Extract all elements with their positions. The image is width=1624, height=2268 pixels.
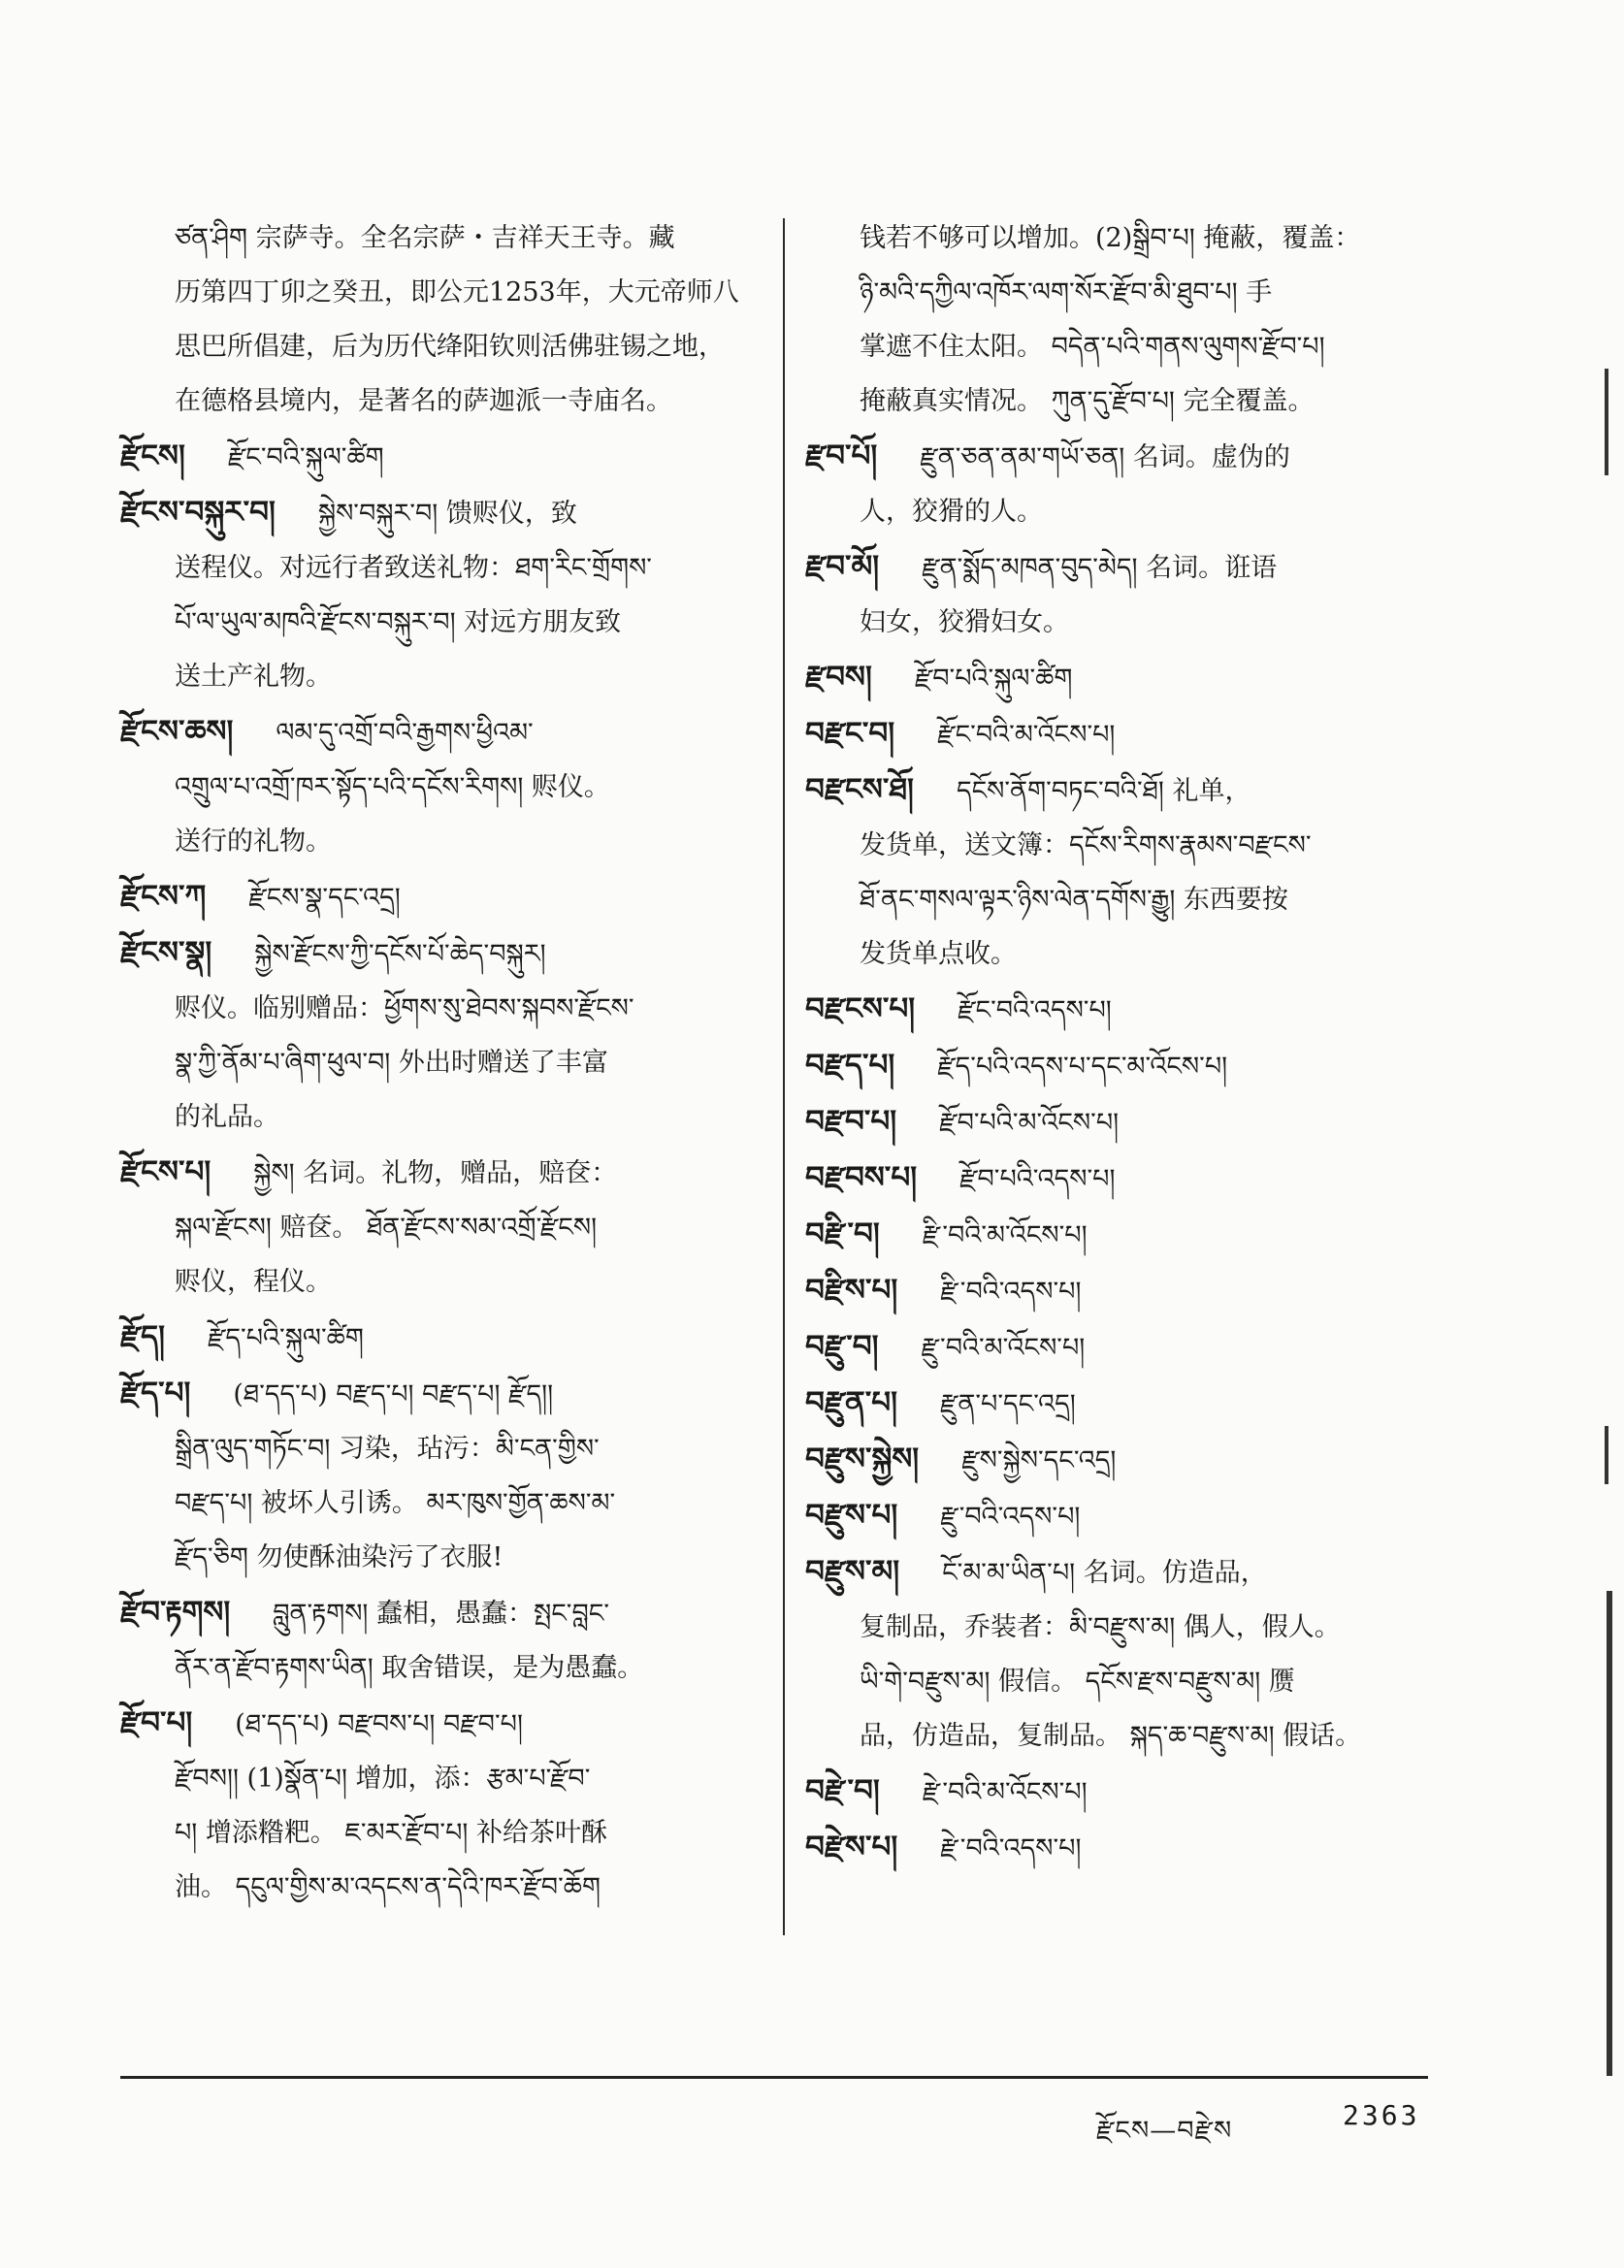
- entry-definition: རྫུ་བའི་འདས་པ།: [940, 1502, 1081, 1532]
- entry-definition: རྫུས་སྐྱེས་དང་འདྲ།: [961, 1445, 1117, 1475]
- dictionary-entry: [120, 1145, 761, 1201]
- entry-headword: རྫོངས་བསྐུར་བ།: [120, 495, 276, 530]
- entry-definition: རྫོབ་པའི་འདས་པ།: [959, 1164, 1116, 1194]
- dictionary-entry: [120, 1310, 761, 1366]
- entry-headword: རྫོངས་ཀ: [120, 879, 207, 914]
- entry-headword: བརྫུན་པ།: [805, 1385, 897, 1420]
- entry-continuation-line: 发货单，送文簿：དངོས་རིགས་རྣམས་བརྫངས་: [860, 830, 1312, 860]
- entry-continuation-line: སྣ་ཀྱི་ནོམ་པ་ཞིག་ཕུལ་བ། 外出时赠送了丰富: [175, 1048, 608, 1078]
- entry-headword: བརྫུས་པ།: [805, 1498, 898, 1533]
- entry-continuation-line: 送程仪。对远行者致送礼物：ཐག་རིང་གྲོགས་: [175, 553, 652, 583]
- dictionary-entry: [120, 1366, 761, 1422]
- entry-headword: བརྫུས་སྐྱེས།: [805, 1442, 920, 1476]
- entry-definition: སྐྱེས། 名词。礼物，赠品，赔奁：: [253, 1158, 618, 1188]
- dictionary-entry: [805, 539, 1445, 596]
- entry-definition: རྫེ་བའི་འདས་པ།: [940, 1833, 1082, 1863]
- dictionary-entry: [805, 1432, 1445, 1488]
- entry-definition: ངོ་མ་མ་ཡིན་པ། 名词。仿造品，: [942, 1558, 1267, 1588]
- entry-definition: རྫོད་པའི་སྐུལ་ཚིག: [207, 1323, 364, 1353]
- dictionary-entry: [805, 1544, 1445, 1601]
- entry-definition: རྫུན་པ་དང་འདྲ།: [939, 1389, 1076, 1419]
- entry-headword: བརྫེས་པ།: [805, 1830, 898, 1864]
- entry-definition: རྫོང་བའི་མ་འོངས་པ།: [937, 720, 1116, 750]
- entry-headword: བརྫུ་བ།: [805, 1329, 879, 1364]
- entry-headword: རྫབས།: [805, 660, 872, 695]
- entry-definition: ལམ་དུ་འགྲོ་བའི་རྒྱགས་ཕྱིའམ་: [276, 718, 534, 748]
- entry-continuation-line: སྐལ་རྫོངས། 赔奁。 ཐོན་རྫོངས་སམ་འགྲོ་རྫོངས།: [175, 1213, 598, 1243]
- dictionary-entry: [805, 1488, 1445, 1544]
- entry-headword: རྫོབ་རྟགས།: [120, 1595, 231, 1630]
- dictionary-entry: [120, 925, 761, 982]
- entry-headword: རྫོབ་པ།: [120, 1705, 193, 1740]
- entry-headword: བརྫབ་པ།: [805, 1104, 897, 1139]
- entry-continuation-line: འགྲུལ་པ་འགྲོ་ཁར་སྟོད་པའི་དངོས་རིགས། 赆仪。: [175, 772, 610, 802]
- dictionary-entry: [805, 429, 1445, 485]
- entry-headword: རྫོངས་ཆས།: [120, 714, 234, 749]
- entry-headword: བརྫད་པ།: [805, 1048, 895, 1083]
- entry-definition: (ཐ་དད་པ) བརྫབས་པ། བརྫབ་པ།: [235, 1709, 523, 1739]
- entry-continuation-line: 送土产礼物。: [175, 662, 332, 692]
- dictionary-entry: [805, 650, 1445, 706]
- entry-definition: རྫོབ་པའི་མ་འོངས་པ།: [939, 1108, 1120, 1138]
- entry-continuation-line: 赆仪。临别赠品：ཕྱོགས་སུ་ཐེབས་སྐབས་རྫོངས་: [175, 993, 634, 1023]
- running-head: རྫོངས—བརྫེས: [1096, 2116, 1233, 2146]
- entry-definition: རྫོང་བའི་འདས་པ།: [958, 995, 1112, 1025]
- dictionary-entry: [805, 1207, 1445, 1263]
- dictionary-entry: [805, 1150, 1445, 1207]
- entry-definition: བླུན་རྟགས། 蠢相，愚蠢：སྤང་བླང་: [273, 1599, 610, 1629]
- entry-continuation-line: སྒྲིན་ལུད་གཏོང་བ། 习染，玷污：མི་ངན་གྱིས་: [175, 1434, 600, 1464]
- entry-continuation-line: 掩蔽真实情况。 ཀུན་དུ་རྫོབ་པ། 完全覆盖。: [860, 386, 1315, 416]
- entry-definition: སྐྱེས་རྫོངས་ཀྱི་དངོས་པོ་ཆེད་བསྐུར།: [254, 939, 546, 969]
- entry-headword: རྫོངས་སྣ།: [120, 935, 212, 970]
- dictionary-entry: [805, 1094, 1445, 1150]
- entry-definition: དངོས་ནོག་བཏང་བའི་ཐོ། 礼单，: [956, 776, 1251, 806]
- entry-definition: རྫུན་སྨོད་མཁན་བུད་མེད། 名词。诳语: [922, 553, 1278, 583]
- entry-definition: རྫི་བའི་མ་འོངས་པ།: [922, 1220, 1088, 1250]
- entry-continuation-line: རྫོད་ཅིག 勿使酥油染污了衣服!: [175, 1542, 503, 1572]
- scan-edge-mark: [1605, 369, 1608, 475]
- entry-definition: རྫི་བའི་འདས་པ།: [940, 1277, 1082, 1307]
- text-line: ཙན་ཤིག 宗萨寺。全名宗萨・吉祥天王寺。藏: [175, 223, 675, 253]
- entry-continuation-line: 品，仿造品，复制品。 སྐད་ཆ་བརྫུས་མ། 假话。: [860, 1721, 1362, 1751]
- entry-continuation-line: རྫོབས།། (1)སྣོན་པ། 增加，添：རྩམ་པ་རྫོབ་: [175, 1764, 591, 1794]
- entry-headword: བརྫིས་པ།: [805, 1273, 898, 1308]
- entry-headword: རྫོད།: [120, 1319, 165, 1354]
- entry-headword: རྫོད་པ།: [120, 1376, 191, 1410]
- entry-continuation-line: 油。 དངུལ་གྱིས་མ་འདངས་ན་དེའི་ཁར་རྫོབ་ཆོག: [175, 1872, 601, 1902]
- entry-continuation-line: 复制品，乔装者：མི་བརྫུས་མ། 偶人，假人。: [860, 1612, 1341, 1642]
- entry-continuation-line: 赆仪，程仪。: [175, 1267, 332, 1297]
- scan-edge-mark: [1605, 1426, 1608, 1484]
- entry-continuation-line: བརྫད་པ། 被坏人引诱。 མར་ཁུས་གྱོན་ཆས་མ་: [175, 1488, 616, 1518]
- entry-headword: བརྫི་བ།: [805, 1216, 880, 1251]
- entry-headword: རྫབ་པོ།: [805, 438, 878, 473]
- entry-continuation-line: ཡི་གེ་བརྫུས་མ། 假信。 དངོས་རྫས་བརྫུས་མ། 赝: [860, 1667, 1295, 1697]
- dictionary-entry: [120, 1696, 761, 1752]
- entry-headword: རྫོངས།: [120, 438, 185, 473]
- entry-continuation-line: ཉི་མའི་དཀྱིལ་འཁོར་ལག་སོར་རྫོབ་མི་ཐུབ་པ། 手: [860, 277, 1273, 308]
- entry-headword: བརྫང་བ།: [805, 716, 895, 751]
- entry-continuation-line: 送行的礼物。: [175, 826, 332, 857]
- entry-headword: བརྫུས་མ།: [805, 1554, 900, 1589]
- entry-headword: བརྫབས་པ།: [805, 1160, 918, 1195]
- entry-definition: རྫོང་བའི་སྐུལ་ཚིག: [227, 442, 384, 472]
- entry-continuation-line: 妇女，狡猾妇女。: [860, 607, 1069, 637]
- dictionary-entry: [805, 1038, 1445, 1094]
- entry-headword: བརྫེ་བ།: [805, 1773, 880, 1808]
- entry-continuation-line: 钱若不够可以增加。(2)སྒྲིབ་པ། 掩蔽，覆盖：: [860, 223, 1361, 253]
- dictionary-entry: [120, 869, 761, 925]
- dictionary-entry: [805, 982, 1445, 1038]
- text-line: 历第四丁卯之癸丑，即公元1253年，大元帝师八: [175, 277, 739, 308]
- entry-continuation-line: ཐོ་ནང་གསལ་ལྟར་ཉིས་ལེན་དགོས་རྒྱུ། 东西要按: [860, 885, 1288, 915]
- entry-definition: རྫོད་པའི་འདས་པ་དང་མ་འོངས་པ།: [937, 1052, 1228, 1082]
- dictionary-entry: [120, 485, 761, 541]
- dictionary-entry: [805, 1376, 1445, 1432]
- entry-definition: རྫུ་བའི་མ་འོངས་པ།: [921, 1333, 1086, 1363]
- dictionary-entry: [805, 1820, 1445, 1876]
- entry-headword: རྫབ་མོ།: [805, 549, 880, 584]
- entry-definition: (ཐ་དད་པ) བརྫད་པ། བརྫད་པ། རྫོད།།: [233, 1379, 554, 1409]
- text-line: 思巴所倡建，后为历代绛阳钦则活佛驻锡之地，: [175, 332, 725, 362]
- footer-rule: [120, 2076, 1428, 2079]
- entry-definition: རྫུན་ཅན་ནམ་གཡོ་ཅན། 名词。虚伪的: [920, 442, 1290, 472]
- entry-continuation-line: 的礼品。: [175, 1102, 279, 1132]
- entry-continuation-line: 发货单点收。: [860, 939, 1017, 969]
- entry-continuation-line: པོ་ལ་ཡུལ་མཁའི་རྫོངས་བསྐུར་བ། 对远方朋友致: [175, 607, 622, 637]
- entry-definition: རྫོངས་སྣ་དང་འདྲ།: [248, 883, 401, 913]
- entry-continuation-line: ནོར་ན་རྫོབ་རྟགས་ཡིན། 取舍错误，是为愚蠢。: [175, 1653, 644, 1683]
- right-column: [805, 211, 1445, 1876]
- column-divider: [783, 218, 785, 1935]
- dictionary-entry: [120, 429, 761, 485]
- dictionary-entry: [805, 1263, 1445, 1319]
- entry-definition: རྫེ་བའི་མ་འོངས་པ།: [922, 1777, 1088, 1807]
- entry-definition: རྫོབ་པའི་སྐུལ་ཚིག: [914, 664, 1073, 694]
- dictionary-entry: [120, 1585, 761, 1641]
- entry-definition: སྐྱེས་བསྐུར་བ། 馈赆仪，致: [317, 499, 577, 529]
- scan-edge-mark: [1607, 1591, 1612, 2076]
- entry-headword: བརྫངས་པ།: [805, 991, 916, 1026]
- entry-headword: རྫོངས་པ།: [120, 1154, 211, 1189]
- entry-headword: བརྫངས་ཐོ།: [805, 772, 914, 807]
- entry-continuation-line: པ། 增添糌粑。 ཇ་མར་རྫོབ་པ། 补给茶叶酥: [175, 1818, 607, 1848]
- entry-continuation-line: 掌遮不住太阳。 བདེན་པའི་གནས་ལུགས་རྫོབ་པ།: [860, 332, 1325, 362]
- dictionary-entry: [805, 706, 1445, 762]
- dictionary-entry: [805, 762, 1445, 819]
- dictionary-entry: [805, 1319, 1445, 1376]
- left-column: [120, 211, 761, 1915]
- dictionary-entry: [805, 1764, 1445, 1820]
- page-number: 2363: [1343, 2099, 1420, 2131]
- text-line: 在德格县境内，是著名的萨迦派一寺庙名。: [175, 386, 672, 416]
- dictionary-entry: [120, 704, 761, 761]
- entry-continuation-line: 人，狡猾的人。: [860, 497, 1043, 527]
